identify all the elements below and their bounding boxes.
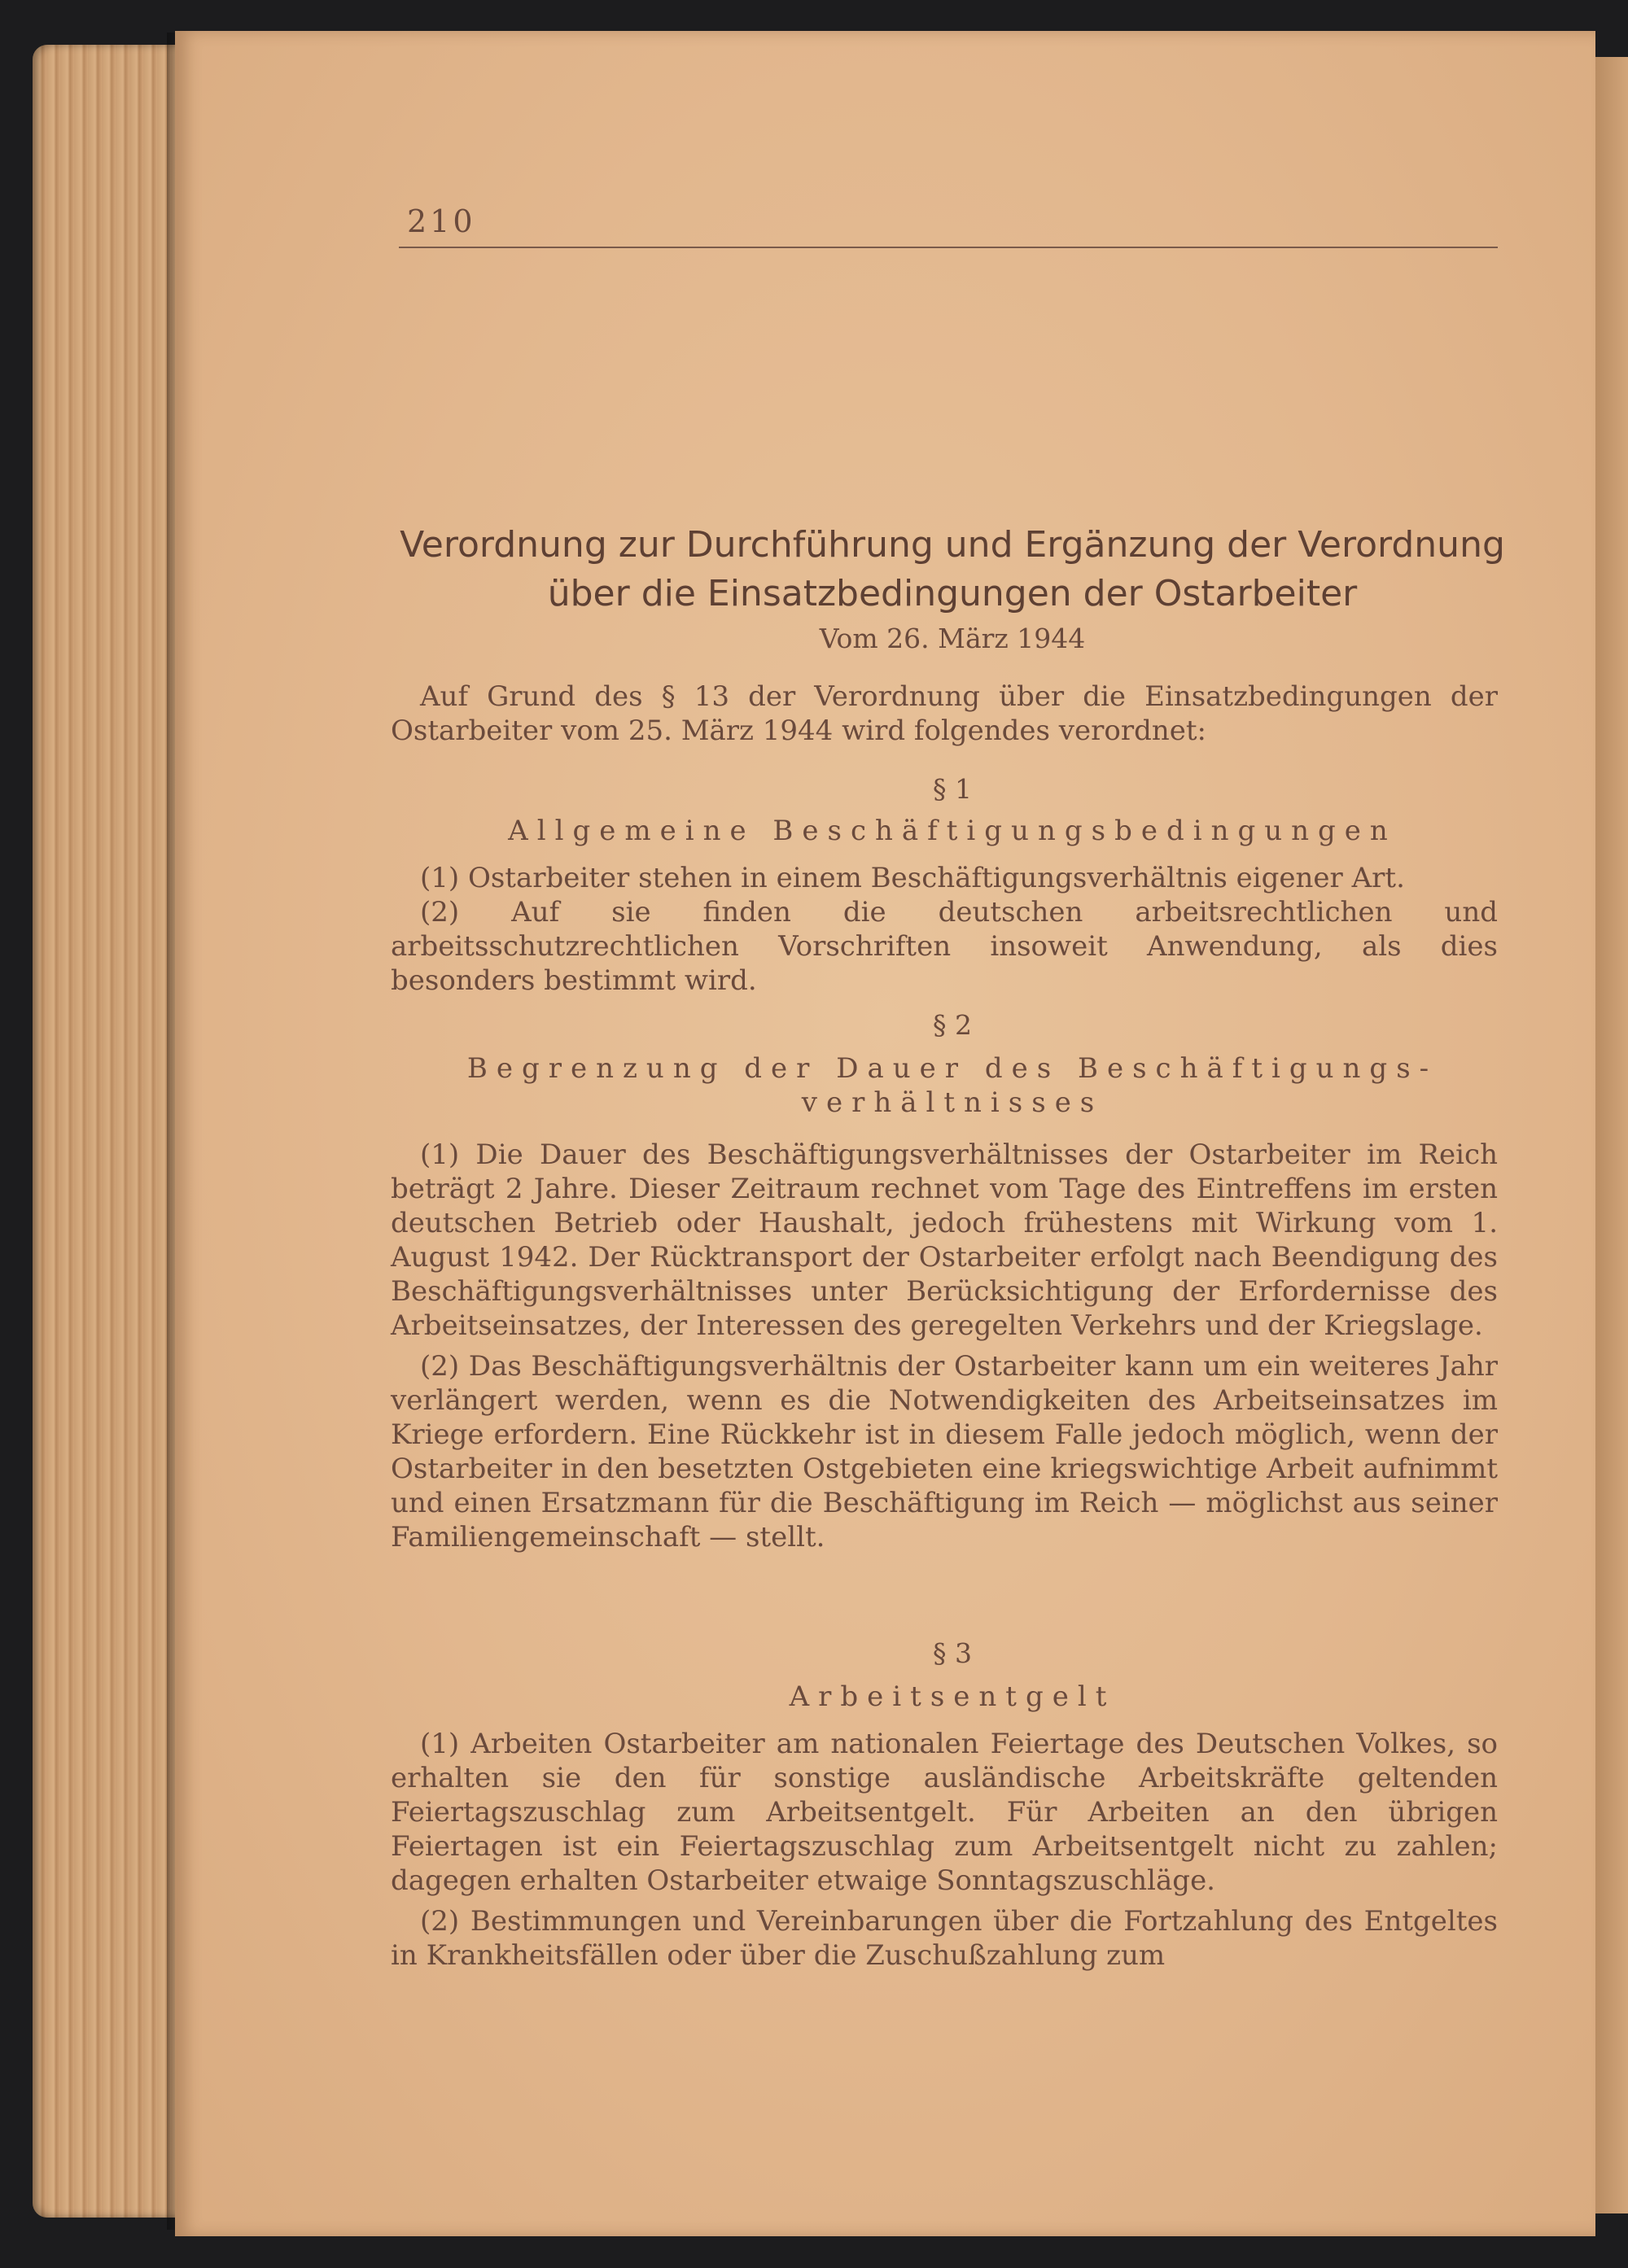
document-title bbox=[383, 521, 1522, 618]
section-3-number: § 3 bbox=[933, 1637, 972, 1669]
section-3-body bbox=[391, 1727, 1498, 1973]
document-date: Vom 26. März 1944 bbox=[819, 623, 1086, 654]
section-2-heading-line-2: verhältnisses bbox=[801, 1086, 1104, 1119]
title-line-2: über die Einsatzbedingungen der Ostarbeiter bbox=[547, 573, 1358, 614]
header-rule bbox=[399, 247, 1498, 248]
section-1-paragraph-2: (2) Auf sie finden die deutschen arbeitsrechtlichen und arbeitsschutzrechtlichen Vorschriften insoweit Anwendung, als dies besonders bestimmt wird. bbox=[391, 896, 1498, 997]
section-3-heading: Arbeitsentgelt bbox=[789, 1680, 1116, 1713]
section-1-paragraph-1: (1) Ostarbeiter stehen in einem Beschäftigungsverhältnis eigener Art. bbox=[420, 862, 1405, 894]
section-1-body bbox=[391, 861, 1498, 998]
book-page-stack bbox=[33, 45, 183, 2218]
preamble: Auf Grund des § 13 der Verordnung über die Einsatzbedingungen der Ostarbeiter vom 25. März 1944 wird folgendes verordnet: bbox=[391, 680, 1498, 747]
title-line-1: Verordnung zur Durchführung und Ergänzung der Verordnung bbox=[400, 524, 1505, 566]
section-2-heading bbox=[383, 1051, 1522, 1120]
section-2-paragraph-1: (1) Die Dauer des Beschäftigungsverhältnisses der Ostarbeiter im Reich beträgt 2 Jahre. Dieser Zeitraum rechnet vom Tage des Eintreffens im ersten deutschen Betrieb oder Haushalt, jedoch frühestens mit Wirkung vom 1. August 1942. Der Rücktransport der Ostarbeiter erfolgt nach Beendigung des Beschäftigungsverhältnisses unter Berücksichtigung der Erfordernisse des Arbeitseinsatzes, der Interessen des geregelten Verkehrs und der Kriegslage. bbox=[391, 1138, 1498, 1342]
section-2-heading-line-1: Begrenzung der Dauer des Beschäftigungs- bbox=[466, 1052, 1438, 1085]
section-1-heading: Allgemeine Beschäftigungsbedingungen bbox=[508, 815, 1397, 847]
section-2-body bbox=[391, 1138, 1498, 1554]
section-1-number: § 1 bbox=[933, 773, 972, 805]
section-3-paragraph-1: (1) Arbeiten Ostarbeiter am nationalen Feiertage des Deutschen Volkes, so erhalten sie den für sonstige ausländische Arbeitskräfte geltenden Feiertagszuschlag zum Arbeitsentgelt. Für Arbeiten an den übrigen Feiertagen ist ein Feiertagszuschlag zum Arbeitsentgelt nicht zu zahlen; dagegen erhalten Ostarbeiter etwaige Sonntagszuschläge. bbox=[391, 1728, 1498, 1897]
next-page-edge bbox=[1591, 57, 1628, 2213]
section-2-paragraph-2: (2) Das Beschäftigungsverhältnis der Ostarbeiter kann um ein weiteres Jahr verlängert werden, wenn es die Notwendigkeiten des Arbeitseinsatzes im Kriege erfordern. Eine Rückkehr ist in diesem Falle jedoch möglich, wenn der Ostarbeiter in den besetzten Ostgebieten eine kriegswichtige Arbeit aufnimmt und einen Ersatzmann für die Beschäftigung im Reich — möglichst aus seiner Familiengemeinschaft — stellt. bbox=[391, 1350, 1498, 1554]
section-3-paragraph-2: (2) Bestimmungen und Vereinbarungen über die Fortzahlung des Entgeltes in Krankheitsfällen oder über die Zuschußzahlung zum bbox=[391, 1905, 1498, 1972]
page-number: 210 bbox=[407, 203, 476, 239]
section-2-number: § 2 bbox=[933, 1009, 972, 1041]
